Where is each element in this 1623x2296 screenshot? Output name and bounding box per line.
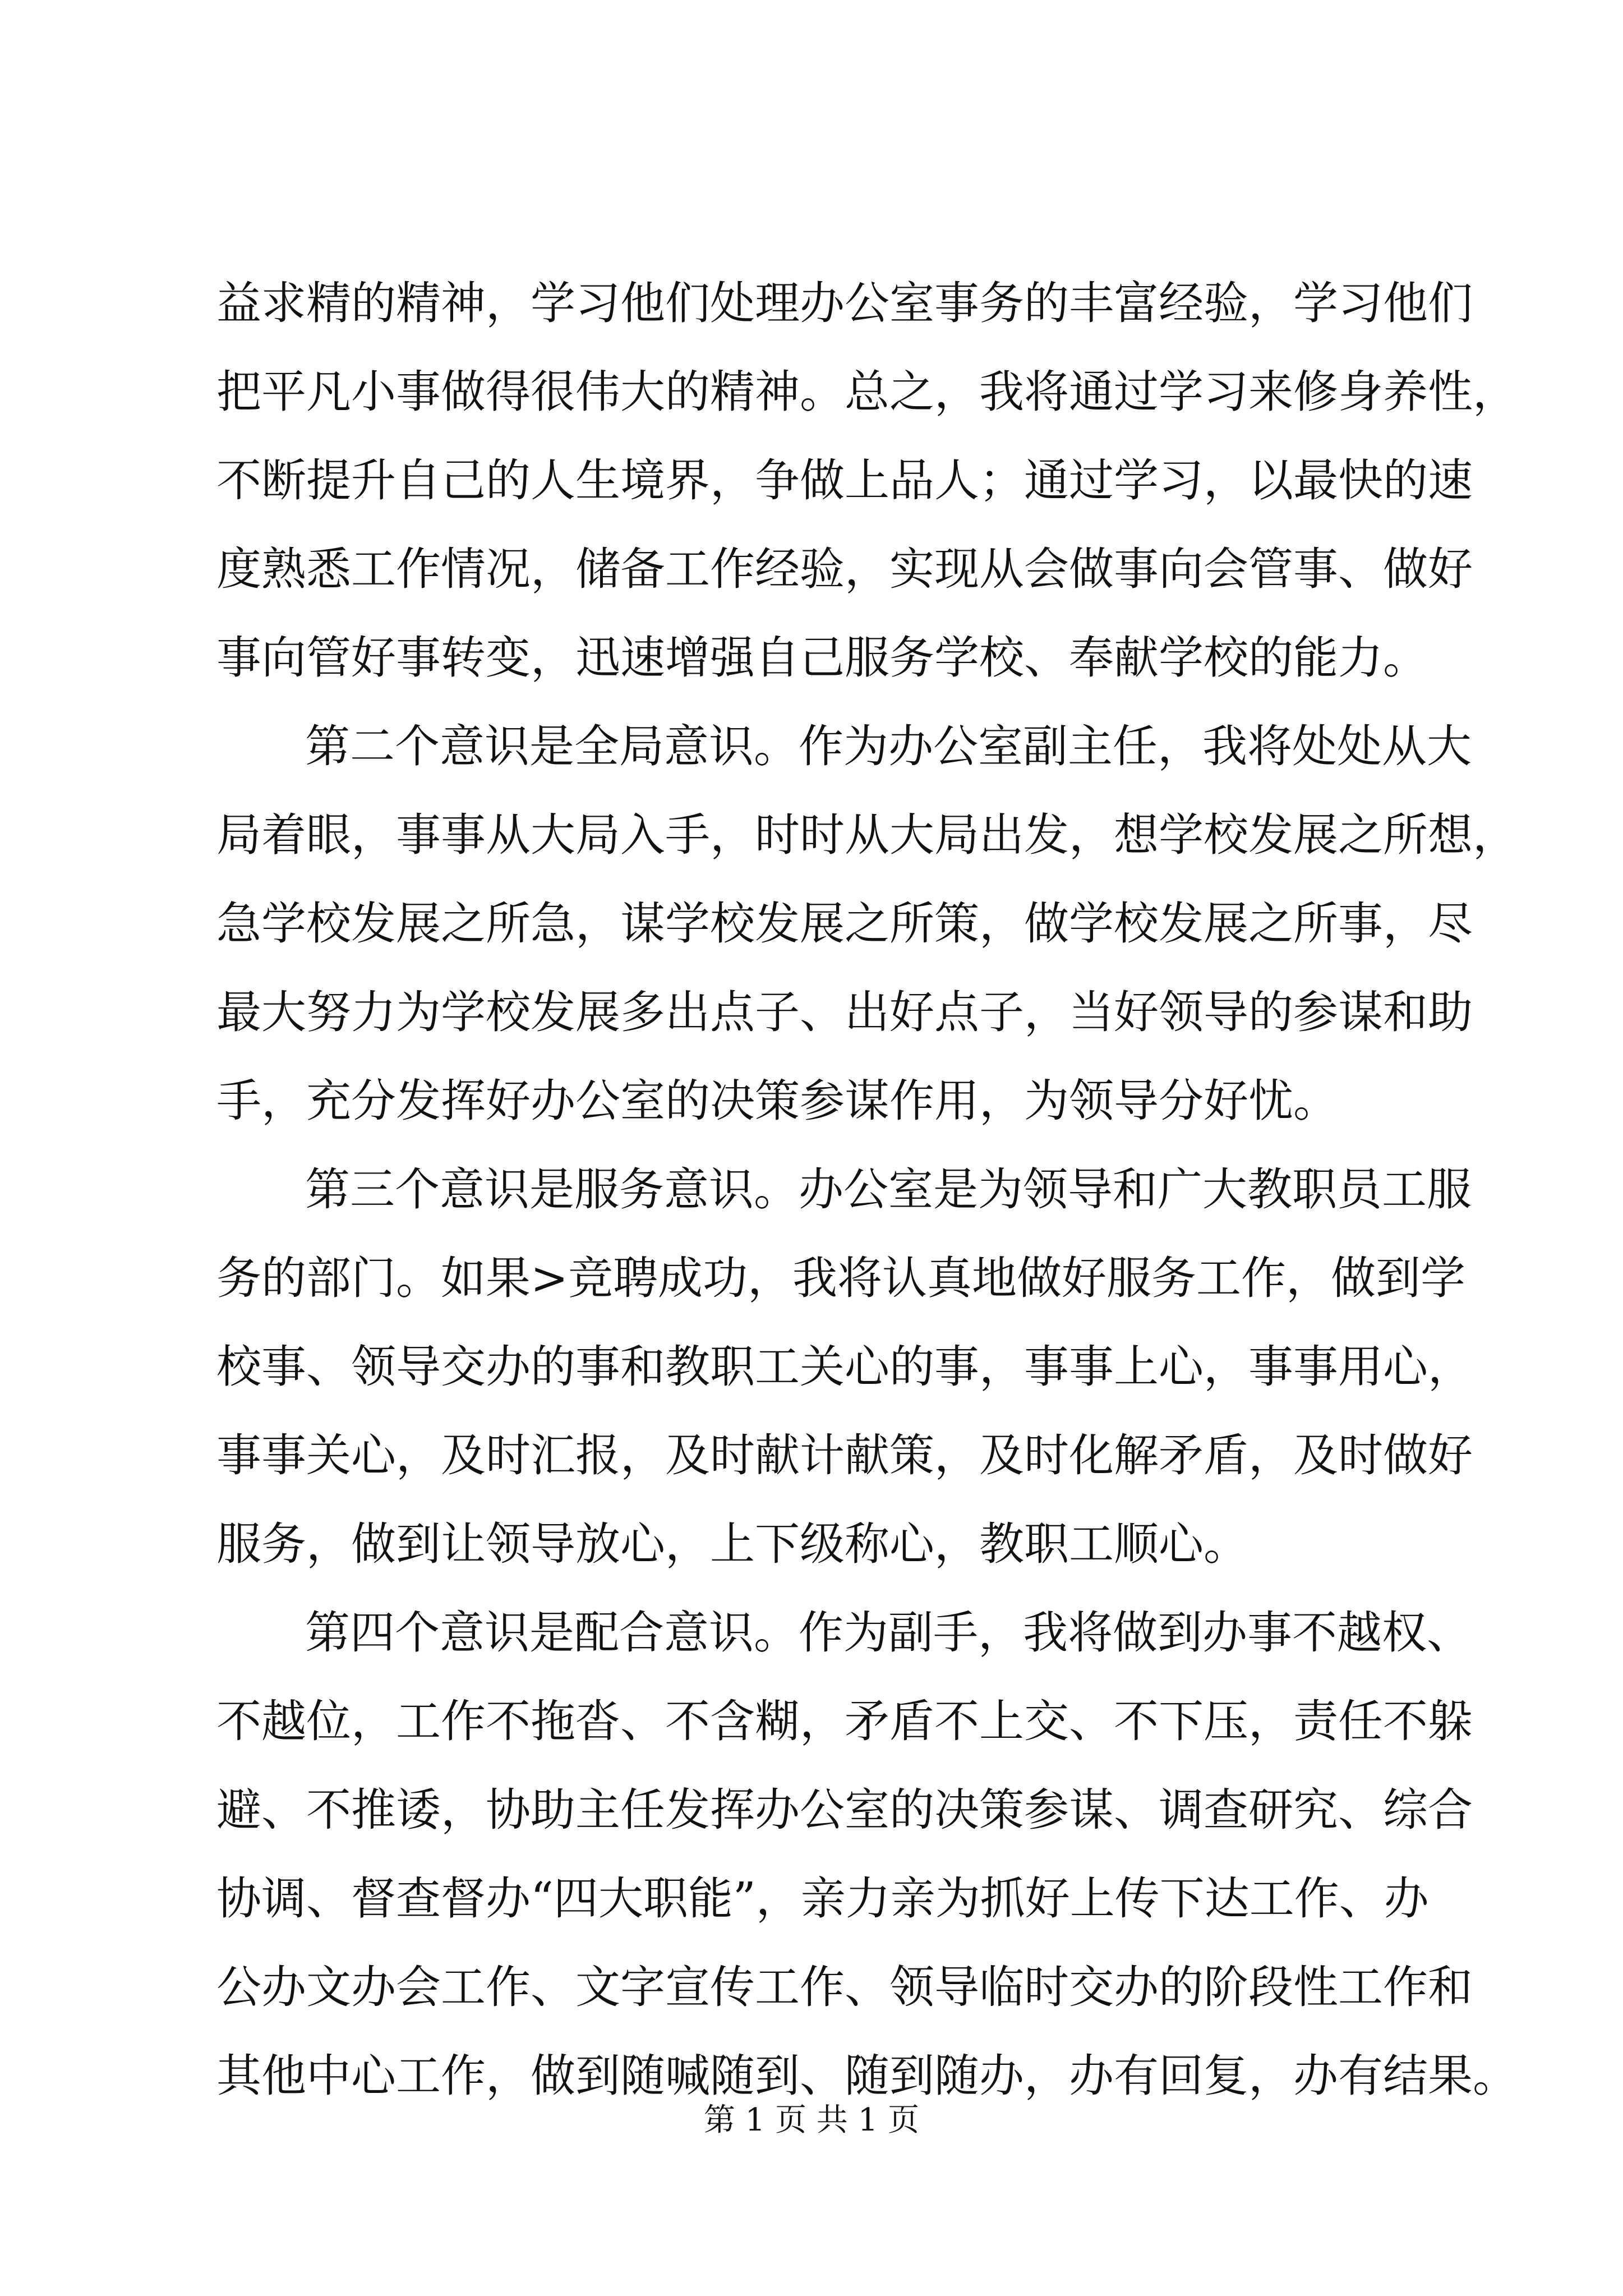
text-line: 最大努力为学校发展多出点子、出好点子，当好领导的参谋和助 xyxy=(216,986,1473,1038)
text-line: 急学校发展之所急，谋学校发展之所策，做学校发展之所事，尽 xyxy=(216,898,1473,950)
text-line: 不越位，工作不拖沓、不含糊，矛盾不上交、不下压，责任不躲 xyxy=(216,1695,1473,1747)
paragraph-start-line: 第三个意识是服务意识。办公室是为领导和广大教职员工服 xyxy=(305,1163,1472,1216)
text-line: 事向管好事转变，迅速增强自己服务学校、奉献学校的能力。 xyxy=(216,632,1428,684)
text-line: 校事、领导交办的事和教职工关心的事，事事上心，事事用心， xyxy=(216,1341,1473,1393)
text-line: 度熟悉工作情况，储备工作经验，实现从会做事向会管事、做好 xyxy=(216,543,1473,595)
document-body xyxy=(216,259,1518,2120)
paragraph-start-line: 第四个意识是配合意识。作为副手，我将做到办事不越权、 xyxy=(305,1607,1472,1659)
text-line: 把平凡小事做得很伟大的精神。总之，我将通过学习来修身养性， xyxy=(216,366,1518,418)
text-line: 协调、督查督办“四大职能”，亲力亲为抓好上传下达工作、办 xyxy=(216,1872,1429,1925)
text-line: 益求精的精神，学习他们处理办公室事务的丰富经验，学习他们 xyxy=(216,277,1473,329)
text-line: 局着眼，事事从大局入手，时时从大局出发，想学校发展之所想， xyxy=(216,809,1518,861)
paragraph-start-line: 第二个意识是全局意识。作为办公室副主任，我将处处从大 xyxy=(305,720,1472,772)
text-line: 手，充分发挥好办公室的决策参谋作用，为领导分好忧。 xyxy=(216,1075,1338,1127)
text-line: 其他中心工作，做到随喊随到、随到随办，办有回复，办有结果。 xyxy=(216,2050,1518,2102)
page-number-footer: 第 1 页 共 1 页 xyxy=(703,2102,920,2138)
text-line: 避、不推诿，协助主任发挥办公室的决策参谋、调查研究、综合 xyxy=(216,1784,1473,1836)
text-line: 服务，做到让领导放心，上下级称心，教职工顺心。 xyxy=(216,1518,1248,1570)
text-line: 不断提升自己的人生境界，争做上品人；通过学习，以最快的速 xyxy=(216,454,1473,507)
text-line: 事事关心，及时汇报，及时献计献策，及时化解矛盾，及时做好 xyxy=(216,1429,1473,1481)
text-line: 公办文办会工作、文字宣传工作、领导临时交办的阶段性工作和 xyxy=(216,1961,1473,2013)
text-line: 务的部门。如果>竞聘成功，我将认真地做好服务工作，做到学 xyxy=(216,1252,1466,1304)
